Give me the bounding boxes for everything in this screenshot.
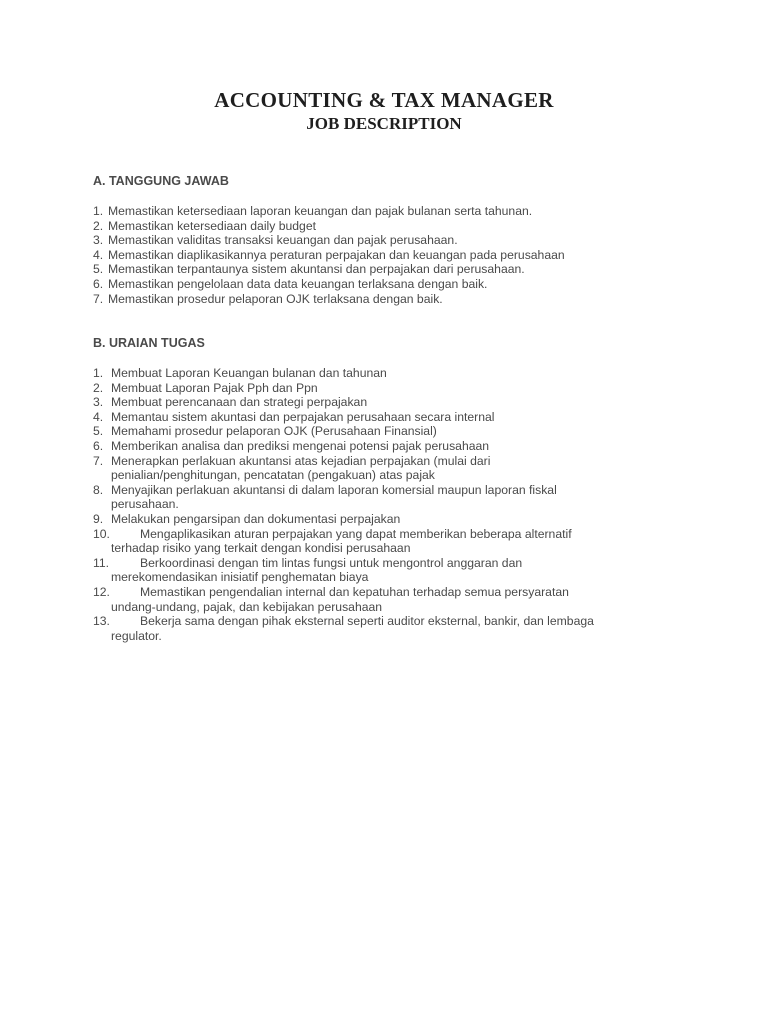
responsibility-list — [93, 204, 653, 306]
item-text: Memantau sistem akuntasi dan perpajakan perusahaan secara internal — [111, 409, 495, 424]
item-text: Memastikan ketersediaan laporan keuangan dan pajak bulanan serta tahunan. — [108, 204, 533, 218]
item-text: Memastikan pengendalian internal dan kepatuhan terhadap semua persyaratan — [140, 584, 569, 599]
list-item — [93, 204, 653, 219]
duties-list — [93, 366, 653, 643]
list-item — [93, 527, 653, 556]
item-number: 1. — [93, 204, 104, 218]
item-number: 3. — [93, 233, 104, 248]
item-number: 7. — [93, 453, 104, 468]
item-text-continued: undang-undang, pajak, dan kebijakan perusahaan — [111, 599, 383, 614]
item-number: 2. — [93, 380, 104, 395]
item-text: Membuat perencanaan dan strategi perpajakan — [111, 395, 368, 410]
item-number: 8. — [93, 482, 104, 497]
list-item — [93, 395, 653, 410]
item-text: Membuat Laporan Keuangan bulanan dan tahunan — [111, 366, 387, 380]
item-text: Memastikan diaplikasikannya peraturan perpajakan dan keuangan pada perusahaan — [108, 247, 565, 262]
item-number: 3. — [93, 395, 104, 410]
list-item — [93, 410, 653, 425]
item-text: Memastikan ketersediaan daily budget — [108, 218, 316, 233]
item-number: 4. — [93, 247, 104, 262]
item-text-continued: penialian/penghitungan, pencatatan (pengakuan) atas pajak — [111, 468, 435, 483]
item-text: Menyajikan perlakuan akuntansi di dalam laporan komersial maupun laporan fiskal — [111, 482, 557, 497]
list-item — [93, 262, 653, 277]
list-item — [93, 512, 653, 527]
list-item — [93, 292, 653, 307]
section-a-heading: A. TANGGUNG JAWAB — [93, 174, 229, 188]
item-text: Memastikan validitas transaksi keuangan dan pajak perusahaan. — [108, 233, 458, 248]
section-b-heading: B. URAIAN TUGAS — [93, 336, 205, 350]
item-text-continued: perusahaan. — [111, 497, 179, 512]
item-number: 1. — [93, 366, 104, 380]
item-text: Mengaplikasikan aturan perpajakan yang dapat memberikan beberapa alternatif — [140, 526, 572, 541]
list-item — [93, 233, 653, 248]
list-item — [93, 556, 653, 585]
item-text: Melakukan pengarsipan dan dokumentasi perpajakan — [111, 511, 401, 526]
item-number: 6. — [93, 438, 104, 453]
item-text: Memastikan prosedur pelaporan OJK terlaksana dengan baik. — [108, 291, 443, 306]
list-item — [93, 219, 653, 234]
document-title: ACCOUNTING & TAX MANAGER — [214, 88, 554, 112]
item-number: 9. — [93, 511, 104, 526]
item-text: Membuat Laporan Pajak Pph dan Ppn — [111, 380, 318, 395]
item-text: Memastikan pengelolaan data data keuangan terlaksana dengan baik. — [108, 276, 488, 291]
item-number: 12. — [93, 584, 110, 599]
document-subtitle: JOB DESCRIPTION — [306, 114, 462, 133]
list-item — [93, 454, 653, 483]
list-item — [93, 483, 653, 512]
item-text-continued: regulator. — [111, 628, 162, 643]
item-number: 13. — [93, 614, 110, 629]
list-item — [93, 248, 653, 263]
list-item — [93, 424, 653, 439]
list-item — [93, 277, 653, 292]
list-item — [93, 439, 653, 454]
item-number: 11. — [93, 555, 110, 570]
item-number: 10. — [93, 526, 110, 541]
item-text: Menerapkan perlakuan akuntansi atas kejadian perpajakan (mulai dari — [111, 453, 491, 468]
item-text-continued: merekomendasikan inisiatif penghematan biaya — [111, 570, 369, 585]
list-item — [93, 381, 653, 396]
item-text: Bekerja sama dengan pihak eksternal seperti auditor eksternal, bankir, dan lembaga — [140, 614, 594, 629]
item-number: 5. — [93, 262, 104, 277]
list-item — [93, 366, 653, 381]
item-text: Memberikan analisa dan prediksi mengenai potensi pajak perusahaan — [111, 438, 490, 453]
item-number: 5. — [93, 424, 104, 439]
item-number: 4. — [93, 409, 104, 424]
item-number: 2. — [93, 218, 104, 233]
item-text-continued: terhadap risiko yang terkait dengan kondisi perusahaan — [111, 541, 411, 556]
item-number: 6. — [93, 276, 104, 291]
item-text: Memastikan terpantaunya sistem akuntansi dan perpajakan dari perusahaan. — [108, 262, 525, 277]
item-text: Berkoordinasi dengan tim lintas fungsi untuk mengontrol anggaran dan — [140, 555, 523, 570]
list-item — [93, 585, 653, 614]
item-number: 7. — [93, 291, 104, 306]
item-text: Memahami prosedur pelaporan OJK (Perusahaan Finansial) — [111, 424, 437, 439]
list-item — [93, 614, 653, 643]
